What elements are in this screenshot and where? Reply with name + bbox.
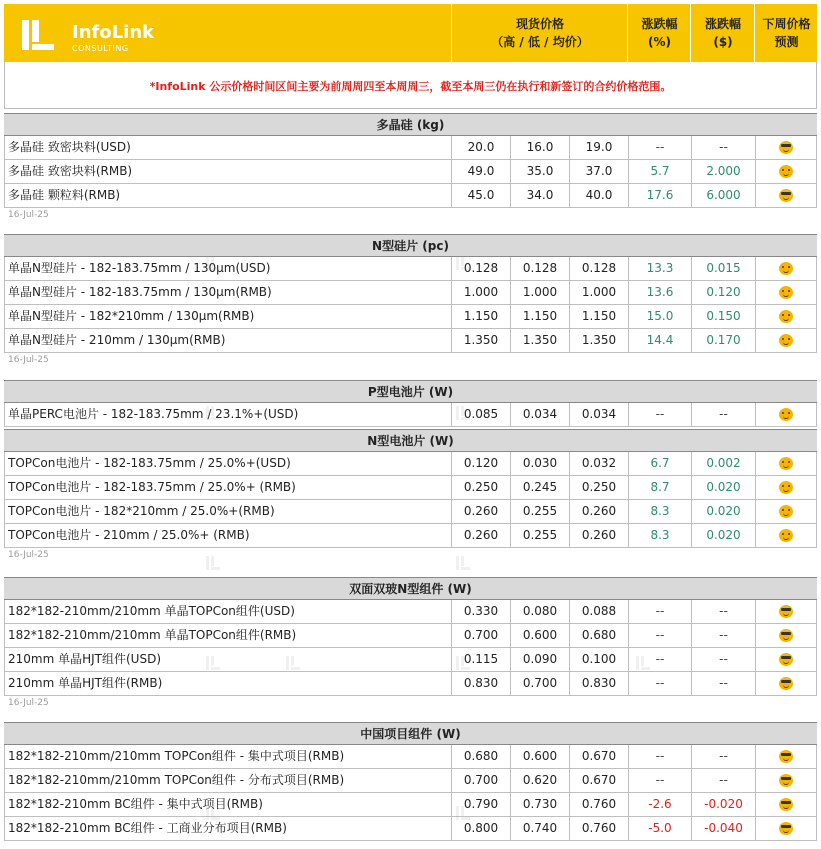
- product-name: 多晶硅 致密块料(RMB): [4, 160, 451, 183]
- infolink-logo: [14, 14, 164, 54]
- watermark-logo-icon: [455, 805, 471, 821]
- product-name: 单晶PERC电池片 - 182-183.75mm / 23.1%+(USD): [4, 403, 451, 426]
- price-high: 0.260: [451, 500, 510, 523]
- forecast-cell: [755, 793, 817, 816]
- table-row: [4, 500, 817, 524]
- table-row: [4, 257, 817, 281]
- cool-face-icon: [779, 653, 793, 666]
- price-high: 1.000: [451, 281, 510, 304]
- price-high: 0.680: [451, 745, 510, 768]
- product-name: 单晶N型硅片 - 182-183.75mm / 130μm(USD): [4, 257, 451, 280]
- change-pct: --: [628, 624, 691, 647]
- watermark-logo-icon: [455, 555, 471, 571]
- change-usd: --: [691, 624, 755, 647]
- section-header: 双面双玻N型组件 (W): [4, 577, 817, 600]
- change-usd: 0.020: [691, 524, 755, 547]
- change-usd: --: [691, 136, 755, 159]
- price-avg: 0.034: [569, 403, 628, 426]
- product-name: 210mm 单晶HJT组件(RMB): [4, 672, 451, 695]
- cool-face-icon: [779, 677, 793, 690]
- change-pct: 6.7: [628, 452, 691, 475]
- price-high: 0.830: [451, 672, 510, 695]
- change-usd: --: [691, 403, 755, 426]
- cool-face-icon: [779, 189, 793, 202]
- change-pct-header: [627, 4, 691, 62]
- forecast-cell: [755, 624, 817, 647]
- price-avg: 0.670: [569, 745, 628, 768]
- change-usd: --: [691, 600, 755, 623]
- change-usd-header: [690, 4, 755, 62]
- change-usd: 0.002: [691, 452, 755, 475]
- price-low: 0.245: [510, 476, 569, 499]
- price-low: 0.030: [510, 452, 569, 475]
- change-usd: 2.000: [691, 160, 755, 183]
- change-usd: 0.120: [691, 281, 755, 304]
- change-usd: --: [691, 769, 755, 792]
- price-high: 49.0: [451, 160, 510, 183]
- price-avg: 0.670: [569, 769, 628, 792]
- change-pct: -5.0: [628, 817, 691, 840]
- watermark-logo-icon: [205, 255, 221, 271]
- change-usd: -0.040: [691, 817, 755, 840]
- update-date: 16-Jul-25: [8, 698, 49, 708]
- update-date: 16-Jul-25: [8, 355, 49, 365]
- price-low: 0.620: [510, 769, 569, 792]
- price-avg: 37.0: [569, 160, 628, 183]
- price-avg: 0.830: [569, 672, 628, 695]
- cool-face-icon: [779, 750, 793, 763]
- price-low: 0.090: [510, 648, 569, 671]
- forecast-title: 下周价格: [762, 17, 811, 31]
- spot-price-header: [451, 4, 628, 62]
- cool-face-icon: [779, 798, 793, 811]
- forecast-cell: [755, 600, 817, 623]
- product-name: TOPCon电池片 - 182-183.75mm / 25.0%+(USD): [4, 452, 451, 475]
- infolink-logo-icon: [20, 18, 56, 52]
- forecast-cell: [755, 672, 817, 695]
- section-header: 多晶硅 (kg): [4, 113, 817, 136]
- change-usd: 6.000: [691, 184, 755, 207]
- price-low: 0.255: [510, 500, 569, 523]
- table-row: [4, 403, 817, 427]
- forecast-cell: [755, 257, 817, 280]
- price-high: 20.0: [451, 136, 510, 159]
- forecast-cell: [755, 817, 817, 840]
- table-row: [4, 745, 817, 769]
- product-name: 单晶N型硅片 - 210mm / 130μm(RMB): [4, 329, 451, 352]
- product-name: 182*182-210mm/210mm TOPCon组件 - 集中式项目(RMB): [4, 745, 451, 768]
- price-low: 1.000: [510, 281, 569, 304]
- change-pct: --: [628, 769, 691, 792]
- change-usd: 0.015: [691, 257, 755, 280]
- table-row: [4, 624, 817, 648]
- watermark-logo-icon: [205, 805, 221, 821]
- smile-face-icon: [779, 334, 793, 347]
- price-avg: 0.760: [569, 817, 628, 840]
- watermark-logo-icon: [205, 655, 221, 671]
- change-usd-unit: ($): [713, 35, 733, 49]
- forecast-cell: [755, 452, 817, 475]
- forecast-cell: [755, 500, 817, 523]
- price-low: 16.0: [510, 136, 569, 159]
- smile-face-icon: [779, 310, 793, 323]
- price-high: 0.330: [451, 600, 510, 623]
- price-low: 1.150: [510, 305, 569, 328]
- price-low: 1.350: [510, 329, 569, 352]
- cool-face-icon: [779, 629, 793, 642]
- price-low: 34.0: [510, 184, 569, 207]
- product-name: 多晶硅 致密块料(USD): [4, 136, 451, 159]
- change-pct: --: [628, 136, 691, 159]
- price-high: 1.150: [451, 305, 510, 328]
- forecast-header: [754, 4, 818, 62]
- price-low: 0.600: [510, 624, 569, 647]
- price-low: 0.255: [510, 524, 569, 547]
- table-row: [4, 648, 817, 672]
- forecast-cell: [755, 648, 817, 671]
- change-usd: -0.020: [691, 793, 755, 816]
- change-pct: --: [628, 648, 691, 671]
- section-header: N型电池片 (W): [4, 429, 817, 452]
- watermark-logo-icon: [205, 555, 221, 571]
- price-high: 0.700: [451, 769, 510, 792]
- cool-face-icon: [779, 774, 793, 787]
- price-low: 0.080: [510, 600, 569, 623]
- product-name: 182*182-210mm BC组件 - 集中式项目(RMB): [4, 793, 451, 816]
- table-row: [4, 672, 817, 696]
- cool-face-icon: [779, 822, 793, 835]
- table-row: [4, 817, 817, 841]
- table-row: [4, 305, 817, 329]
- smile-face-icon: [779, 408, 793, 421]
- price-high: 0.115: [451, 648, 510, 671]
- change-pct: 15.0: [628, 305, 691, 328]
- forecast-cell: [755, 769, 817, 792]
- change-usd: 0.150: [691, 305, 755, 328]
- smile-face-icon: [779, 262, 793, 275]
- price-high: 1.350: [451, 329, 510, 352]
- price-avg: 0.760: [569, 793, 628, 816]
- table-row: [4, 524, 817, 548]
- watermark-logo-icon: [205, 405, 221, 421]
- table-row: [4, 452, 817, 476]
- product-name: 210mm 单晶HJT组件(USD): [4, 648, 451, 671]
- watermark-logo-icon: [455, 655, 471, 671]
- cool-face-icon: [779, 141, 793, 154]
- price-avg: 40.0: [569, 184, 628, 207]
- price-avg: 1.150: [569, 305, 628, 328]
- table-row: [4, 281, 817, 305]
- update-date: 16-Jul-25: [8, 210, 49, 220]
- product-name: 182*182-210mm BC组件 - 工商业分布项目(RMB): [4, 817, 451, 840]
- change-pct: --: [628, 745, 691, 768]
- change-usd: 0.020: [691, 500, 755, 523]
- product-name: 单晶N型硅片 - 182*210mm / 130μm(RMB): [4, 305, 451, 328]
- price-avg: 0.250: [569, 476, 628, 499]
- pricing-notice: *InfoLink 公示价格时间区间主要为前周周四至本周周三，截至本周三仍在执行和新签订的合约价格范围。: [149, 80, 672, 93]
- price-high: 0.250: [451, 476, 510, 499]
- forecast-cell: [755, 476, 817, 499]
- price-avg: 0.260: [569, 500, 628, 523]
- forecast-cell: [755, 524, 817, 547]
- forecast-cell: [755, 136, 817, 159]
- product-name: TOPCon电池片 - 182*210mm / 25.0%+(RMB): [4, 500, 451, 523]
- update-date: 16-Jul-25: [8, 550, 49, 560]
- price-low: 0.740: [510, 817, 569, 840]
- change-pct: 17.6: [628, 184, 691, 207]
- section-header: 中国项目组件 (W): [4, 722, 817, 745]
- change-pct: -2.6: [628, 793, 691, 816]
- price-high: 0.790: [451, 793, 510, 816]
- section-header: P型电池片 (W): [4, 380, 817, 403]
- forecast-cell: [755, 403, 817, 426]
- change-pct: --: [628, 600, 691, 623]
- change-pct: 8.3: [628, 500, 691, 523]
- price-high: 0.260: [451, 524, 510, 547]
- price-low: 0.128: [510, 257, 569, 280]
- product-name: 多晶硅 颗粒料(RMB): [4, 184, 451, 207]
- change-pct: 8.3: [628, 524, 691, 547]
- price-avg: 1.350: [569, 329, 628, 352]
- price-avg: 0.128: [569, 257, 628, 280]
- change-pct-title: 涨跌幅: [641, 17, 678, 31]
- change-usd: --: [691, 745, 755, 768]
- price-high: 0.120: [451, 452, 510, 475]
- price-avg: 0.260: [569, 524, 628, 547]
- price-high: 0.700: [451, 624, 510, 647]
- price-avg: 0.088: [569, 600, 628, 623]
- watermark-logo-icon: [635, 655, 651, 671]
- spot-price-title: 现货价格: [515, 17, 564, 31]
- table-row: [4, 160, 817, 184]
- cool-face-icon: [779, 605, 793, 618]
- price-high: 0.085: [451, 403, 510, 426]
- price-avg: 0.032: [569, 452, 628, 475]
- table-row: [4, 184, 817, 208]
- table-row: [4, 136, 817, 160]
- smile-face-icon: [779, 505, 793, 518]
- change-usd: --: [691, 672, 755, 695]
- price-low: 0.700: [510, 672, 569, 695]
- price-avg: 0.100: [569, 648, 628, 671]
- change-usd: --: [691, 648, 755, 671]
- spot-price-subtitle: （高 / 低 / 均价）: [491, 35, 589, 49]
- product-name: 182*182-210mm/210mm TOPCon组件 - 分布式项目(RMB): [4, 769, 451, 792]
- change-usd-title: 涨跌幅: [704, 17, 741, 31]
- table-row: [4, 769, 817, 793]
- forecast-cell: [755, 745, 817, 768]
- smile-face-icon: [779, 529, 793, 542]
- table-row: [4, 793, 817, 817]
- forecast-cell: [755, 281, 817, 304]
- section-header: N型硅片 (pc): [4, 234, 817, 257]
- smile-face-icon: [779, 165, 793, 178]
- table-row: [4, 600, 817, 624]
- watermark-logo-icon: [455, 255, 471, 271]
- price-high: 0.800: [451, 817, 510, 840]
- price-low: 0.034: [510, 403, 569, 426]
- price-high: 45.0: [451, 184, 510, 207]
- price-high: 0.128: [451, 257, 510, 280]
- smile-face-icon: [779, 286, 793, 299]
- change-usd: 0.170: [691, 329, 755, 352]
- notice-box: [4, 62, 817, 109]
- change-usd: 0.020: [691, 476, 755, 499]
- forecast-subtitle: 预测: [774, 35, 799, 49]
- change-pct: 14.4: [628, 329, 691, 352]
- brand-name: InfoLink: [72, 22, 155, 43]
- table-header: [4, 4, 817, 62]
- change-pct: 5.7: [628, 160, 691, 183]
- product-name: TOPCon电池片 - 210mm / 25.0%+ (RMB): [4, 524, 451, 547]
- smile-face-icon: [779, 481, 793, 494]
- price-avg: 1.000: [569, 281, 628, 304]
- price-avg: 19.0: [569, 136, 628, 159]
- price-avg: 0.680: [569, 624, 628, 647]
- change-pct: --: [628, 672, 691, 695]
- forecast-cell: [755, 160, 817, 183]
- brand-sub: CONSULTING: [72, 44, 129, 53]
- forecast-cell: [755, 184, 817, 207]
- change-pct-unit: (%): [648, 35, 671, 49]
- product-name: 单晶N型硅片 - 182-183.75mm / 130μm(RMB): [4, 281, 451, 304]
- change-pct: 8.7: [628, 476, 691, 499]
- smile-face-icon: [779, 457, 793, 470]
- watermark-logo-icon: [455, 405, 471, 421]
- price-low: 0.600: [510, 745, 569, 768]
- product-name: TOPCon电池片 - 182-183.75mm / 25.0%+ (RMB): [4, 476, 451, 499]
- forecast-cell: [755, 305, 817, 328]
- change-pct: 13.3: [628, 257, 691, 280]
- watermark-logo-icon: [285, 655, 301, 671]
- price-low: 0.730: [510, 793, 569, 816]
- price-low: 35.0: [510, 160, 569, 183]
- change-pct: --: [628, 403, 691, 426]
- product-name: 182*182-210mm/210mm 单晶TOPCon组件(RMB): [4, 624, 451, 647]
- table-row: [4, 329, 817, 353]
- product-name: 182*182-210mm/210mm 单晶TOPCon组件(USD): [4, 600, 451, 623]
- change-pct: 13.6: [628, 281, 691, 304]
- table-row: [4, 476, 817, 500]
- forecast-cell: [755, 329, 817, 352]
